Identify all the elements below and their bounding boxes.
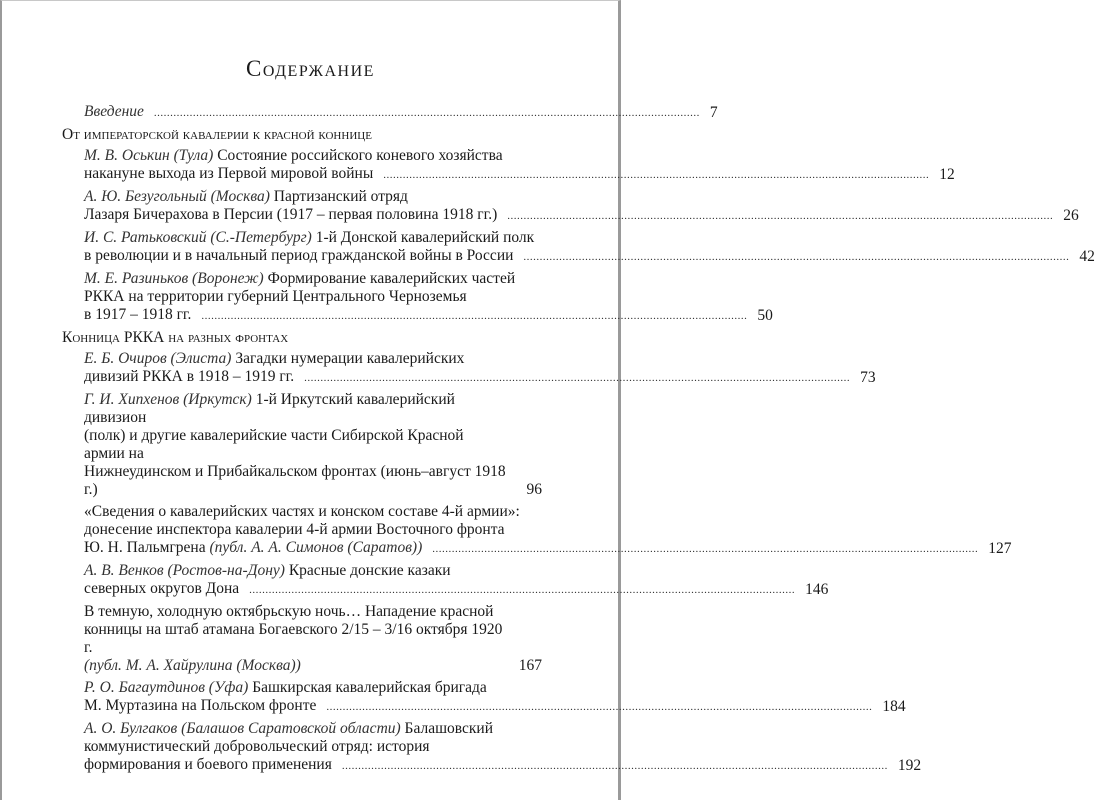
- entry-title: «Сведения о кавалерийских частях и конском составе 4-й армии»:: [84, 503, 520, 520]
- dot-leader: [507, 206, 1053, 225]
- entry-author: А. Ю. Безугольный (Москва): [84, 188, 270, 205]
- entry-author: М. В. Оськин (Тула): [84, 147, 214, 164]
- entry-title: В темную, холодную октябрьскую ночь… Нападение красной: [84, 603, 494, 620]
- entry-author: И. С. Ратьковский (С.-Петербург): [84, 229, 312, 246]
- dot-leader: [201, 306, 747, 325]
- entry-title: дивизий РККА в 1918 – 1919 гг.: [84, 368, 295, 385]
- toc-entry[interactable]: [84, 503, 1012, 558]
- entry-title: Ю. Н. Пальмгрена: [84, 539, 206, 556]
- toc-entry[interactable]: [84, 350, 876, 387]
- toc-entry[interactable]: [84, 147, 955, 184]
- page-number: 146: [805, 581, 829, 598]
- toc-entry[interactable]: [84, 603, 542, 675]
- entry-title: Башкирская кавалерийская бригада: [252, 679, 487, 696]
- entry-title: в 1917 – 1918 гг.: [84, 306, 192, 323]
- entry-title: Введение: [84, 103, 144, 120]
- page-title: Содержание: [246, 56, 375, 81]
- page-number: 26: [1063, 207, 1079, 224]
- entry-title: М. Муртазина на Польском фронте: [84, 697, 317, 714]
- entry-title: формирования и боевого применения: [84, 756, 332, 773]
- entry-author: Г. И. Хипхенов (Иркутск): [84, 391, 252, 408]
- entry-title: Партизанский отряд: [273, 188, 408, 205]
- entry-author: Е. Б. Очиров (Элиста): [84, 350, 232, 367]
- page-number: 192: [897, 757, 922, 774]
- entry-title: Лазаря Бичерахова в Персии (1917 – первая половина 1918 гг.): [84, 206, 498, 223]
- entry-title: донесение инспектора кавалерии 4-й армии Восточного фронта: [84, 521, 505, 538]
- toc-entry[interactable]: [84, 229, 1095, 266]
- page-number: 96: [526, 481, 542, 498]
- page-number: 50: [757, 307, 773, 324]
- toc-entry[interactable]: [84, 270, 773, 325]
- entry-publisher: (публ. А. А. Симонов (Саратов)): [209, 539, 423, 556]
- page-number: 12: [939, 166, 955, 183]
- toc-entry[interactable]: [84, 188, 1079, 225]
- dot-leader: [154, 103, 700, 122]
- page-number: 73: [860, 369, 876, 386]
- page-number: 7: [709, 104, 718, 121]
- entry-title: накануне выхода из Первой мировой войны: [84, 165, 374, 182]
- entry-author: А. В. Венков (Ростов-на-Дону): [84, 562, 285, 579]
- page-number: 167: [518, 657, 542, 674]
- entry-author: М. Е. Разиньков (Воронеж): [84, 270, 264, 287]
- entry-title: коммунистический добровольческий отряд: история: [84, 738, 430, 755]
- entry-title: в революции и в начальный период гражданской войны в России: [84, 247, 514, 264]
- page-number: 127: [988, 540, 1012, 557]
- dot-leader: [304, 368, 850, 387]
- dot-leader: [383, 165, 929, 184]
- entry-title: 1-й Иркутский кавалерийский дивизион: [84, 391, 455, 426]
- dot-leader: [326, 697, 872, 716]
- toc-entry[interactable]: [84, 720, 922, 775]
- section-heading: Конница РККА на разных фронтах: [62, 329, 289, 346]
- entry-title: северных округов Дона: [84, 580, 240, 597]
- entry-title: Балашовский: [404, 720, 493, 737]
- toc-entry-intro[interactable]: [84, 103, 718, 122]
- dot-leader: [249, 580, 795, 599]
- table-of-contents: [62, 103, 1095, 779]
- dot-leader: [432, 539, 978, 558]
- toc-entry[interactable]: [84, 391, 542, 499]
- entry-title: Формирование кавалерийских частей: [267, 270, 516, 287]
- page-number: 42: [1079, 248, 1095, 265]
- entry-author: А. О. Булгаков (Балашов Саратовской области): [84, 720, 401, 737]
- entry-title: конницы на штаб атамана Богаевского 2/15 – 3/16 октября 1920 г.: [84, 621, 503, 656]
- entry-author: Р. О. Багаутдинов (Уфа): [84, 679, 249, 696]
- entry-title: (полк) и другие кавалерийские части Сибирской Красной армии на: [84, 427, 464, 462]
- entry-title: Загадки нумерации кавалерийских: [235, 350, 465, 367]
- entry-title: 1-й Донской кавалерийский полк: [315, 229, 535, 246]
- toc-entry[interactable]: [84, 679, 906, 716]
- dot-leader: [523, 247, 1069, 266]
- entry-title: Состояние российского коневого хозяйства: [217, 147, 503, 164]
- entry-title: Нижнеудинском и Прибайкальском фронтах (июнь–август 1918 г.): [84, 463, 506, 498]
- dot-leader: [342, 756, 888, 775]
- section-heading: От императорской кавалерии к красной коннице: [62, 126, 372, 143]
- toc-entry[interactable]: [84, 562, 829, 599]
- entry-title: РККА на территории губерний Центрального Черноземья: [84, 288, 467, 305]
- page-number: 184: [882, 698, 906, 715]
- entry-publisher: (публ. М. А. Хайрулина (Москва)): [84, 657, 301, 674]
- entry-title: Красные донские казаки: [288, 562, 451, 579]
